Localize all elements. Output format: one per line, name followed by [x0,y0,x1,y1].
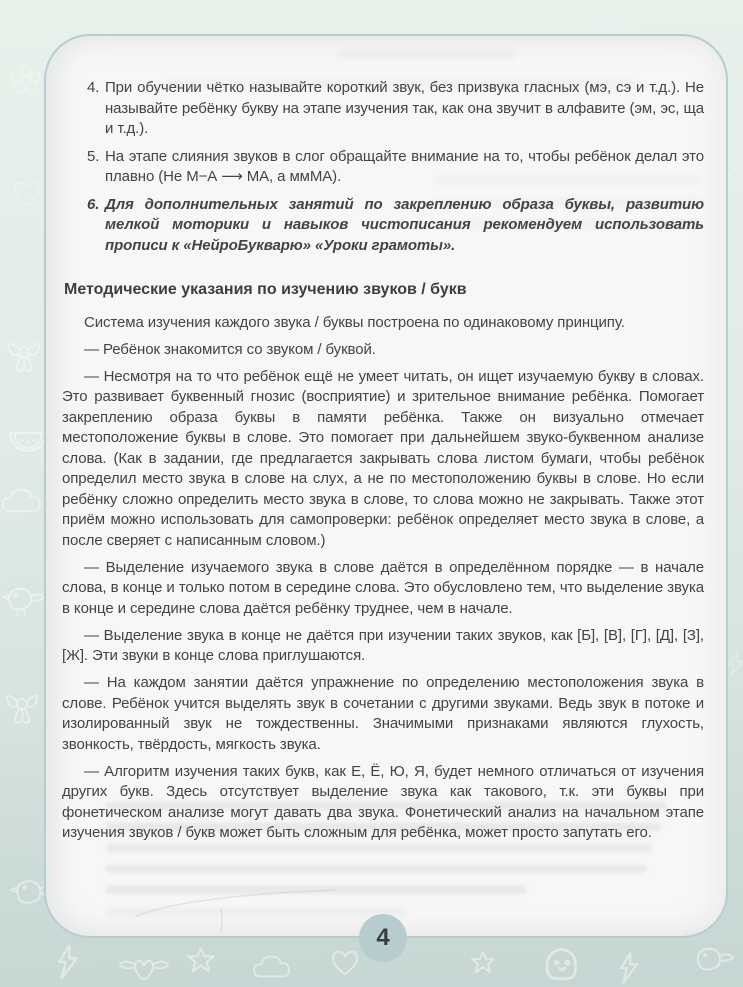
bleed-through-lines [336,50,516,58]
lightning-doodle-icon [620,952,638,984]
list-item-text: На этапе слияния звуков в слог обращайте внимание на то, чтобы ребёнок делал это плавно (Не М−А ⟶ МА, а ммМА). [105,147,704,185]
cloud-doodle-icon [250,952,296,982]
chick-doodle-icon [540,944,584,984]
list-item-text: При обучении чётко называйте короткий звук, без призвука гласных (мэ, сэ и т.д.). Не называйте ребёнку букву на этапе изучения так, как она звучит в алфавите (эм, эс, ща и т.д.). [105,79,704,137]
paragraph: — На каждом занятии даётся упражнение по определению местоположения звука в слове. Ребёнок учится выделять звук в сочетании с другими звуками. Ведь звук в потоке и изолированный звук не тождественны. Значимыми признаками являются глухость, звонкость, твёрдость, мягкость звука. [62,674,704,753]
section-heading: Методические указания по изучению звуков / букв [64,281,467,298]
star-doodle-icon [186,946,216,976]
star-doodle-icon [470,950,496,976]
star-doodle-icon [727,160,743,190]
page-number-badge [359,914,407,962]
paragraph: — Выделение звука в конце не даётся при изучении таких звуков, как [Б], [В], [Г], [Д], [З], [Ж]. Эти звуки в конце слова приглушаются. [62,626,704,664]
bow-flower-doodle-icon [0,680,44,734]
page-number: 4 [376,924,390,951]
pencil-scribble [126,876,346,941]
heart-doodle-icon [330,948,360,978]
watermelon-doodle-icon [8,430,48,456]
content-panel [44,34,728,938]
lightning-doodle-icon [729,650,743,678]
paragraph: — Алгоритм изучения таких букв, как Е, Ё, Ю, Я, будет немного отличаться от изучения других букв. Здесь отсутствует выделение звука как такового, т.к. эти буквы при фонетическом анализе могут давать два звука. Фонетический анализ на начальном этапе изучения звуков / букв может быть сложным для ребёнка, может просто запутать его. [62,762,704,841]
lightning-doodle-icon [58,944,78,980]
paragraph: — Ребёнок знакомится со звуком / буквой. [84,340,376,358]
list-item-text: Для дополнительных занятий по закреплению образа буквы, развитию мелкой моторики и навыков чистописания рекомендуем использовать прописи к «НейроБукварю» «Уроки грамоты». [105,195,704,254]
paragraph: Система изучения каждого звука / буквы построена по одинаковому принципу. [84,313,625,331]
heart-doodle-icon [12,180,42,208]
bird-doodle-icon [2,580,46,622]
list-item [62,195,704,257]
list-item-number: 6. [87,195,100,213]
paragraph: — Выделение изучаемого звука в слове даётся в определённом порядке — в начале слова, в конце и только потом в середине слова. Это обусловлено тем, что выделение звука в конце и середине слова даётся ребёнку труднее, чем в начале. [62,558,704,617]
list-item [62,147,704,188]
cloud-doodle-icon [0,485,46,517]
page-text [62,78,704,850]
list-item [62,78,704,140]
bird-doodle-icon [690,940,736,982]
winged-heart-doodle-icon [118,950,170,984]
list-item-number: 4. [87,79,100,96]
bleed-through-lines [106,865,646,873]
paragraph: — Несмотря на то что ребёнок ещё не умеет читать, он ищет изучаемую букву в словах. Это развивает буквенный гнозис (восприятие) и зрительное внимание ребёнка. Помогает закреплению образа буквы в памяти ребёнка. Также он визуально отмечает местоположение буквы в слове. Это помогает при дальнейшем звуко-буквенном анализе слова. (Как в задании, где предлагается закрывать слова листом бумаги, чтобы ребёнок определил место звука в слове на слух, а не по местоположению буквы в слове. Но если ребёнку сложно определить место звука в слове, то слова можно не закрывать. Также этот приём можно использовать для самопроверки: ребёнок определяет место звука в слове, а после сверяет с написанным словом.) [62,367,704,549]
heart-doodle-icon [728,420,743,448]
bow-flower-doodle-icon [2,330,46,380]
list-item-number: 5. [87,147,100,165]
flower-doodle-icon [6,60,46,100]
